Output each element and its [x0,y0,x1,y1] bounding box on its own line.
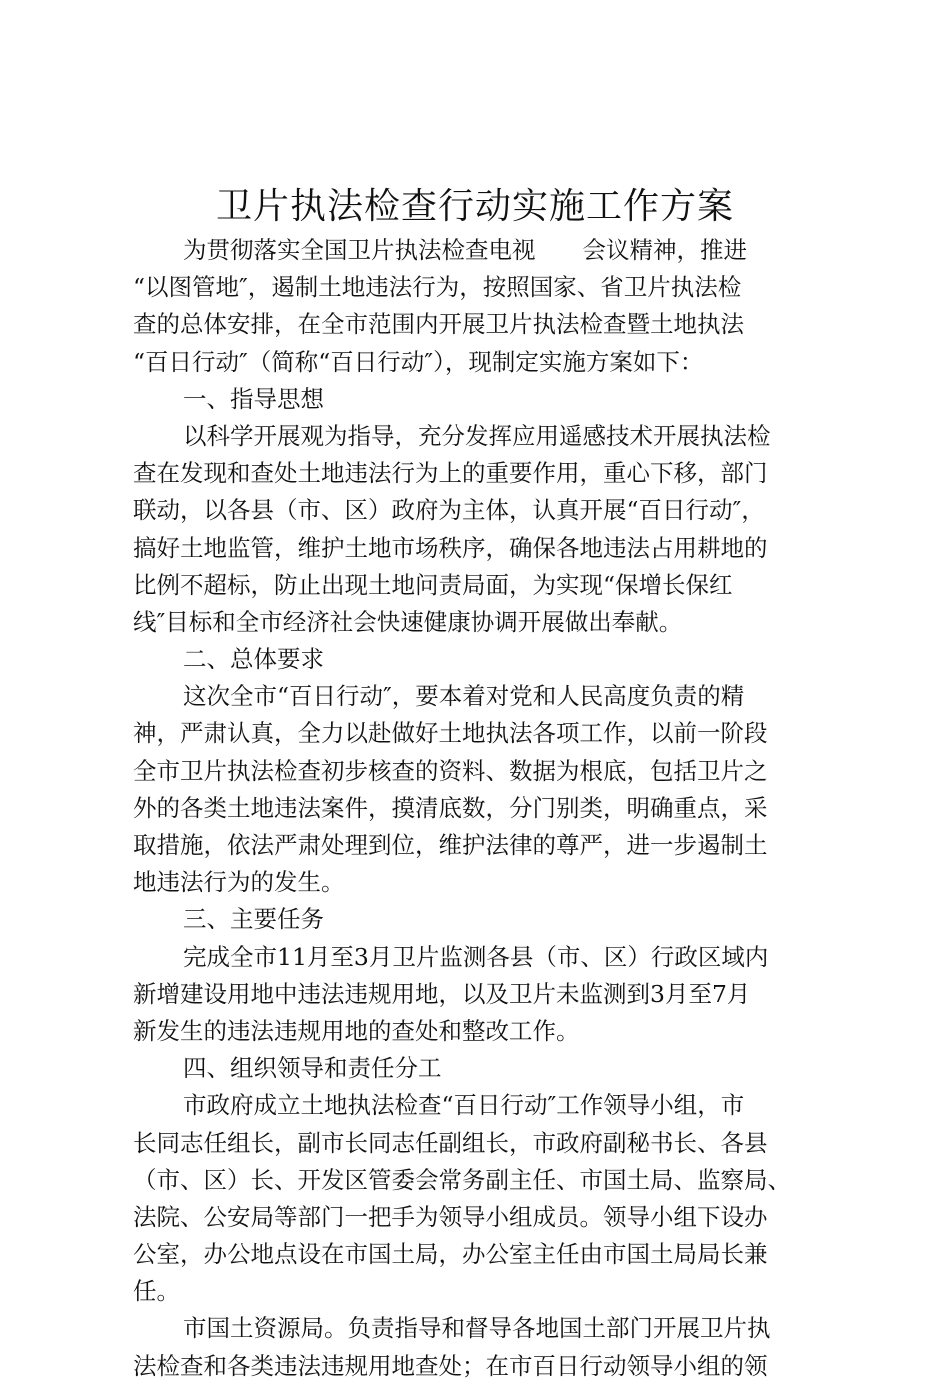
text-line: 地违法行为的发生。 [133,868,345,897]
text-line: 公室，办公地点设在市国土局，办公室主任由市国土局局长兼 [133,1240,768,1269]
text-line: “百日行动″（简称“百日行动″），现制定实施方案如下： [133,347,704,376]
text-line: 市政府成立土地执法检查“百日行动″工作领导小组，市 [183,1091,745,1120]
text-line: 以科学开展观为指导，充分发挥应用遥感技术开展执法检 [183,421,771,450]
text-line: 查的总体安排，在全市范围内开展卫片执法检查暨土地执法 [133,310,744,339]
text-line: 三、主要任务 [183,905,324,934]
text-line: 新增建设用地中违法违规用地，以及卫片未监测到3月至7月 [133,979,751,1008]
text-line: 这次全市“百日行动″，要本着对党和人民高度负责的精 [183,682,745,711]
text-line: 线″目标和全市经济社会快速健康协调开展做出奉献。 [133,607,683,636]
text-line: 法院、公安局等部门一把手为领导小组成员。领导小组下设办 [133,1202,768,1231]
text-line: 新发生的违法违规用地的查处和整改工作。 [133,1016,580,1045]
text-line: 市国土资源局。负责指导和督导各地国土部门开展卫片执 [183,1314,771,1343]
text-line: “以图管地″，遏制土地违法行为，按照国家、省卫片执法检 [133,273,742,302]
text-line: 完成全市11月至3月卫片监测各县（市、区）行政区域内 [183,942,769,971]
document-title: 卫片执法检查行动实施工作方案 [215,186,734,227]
text-line: （市、区）长、开发区管委会常务副主任、市国土局、监察局、 [133,1165,791,1194]
text-line: 取措施，依法严肃处理到位，维护法律的尊严，进一步遏制土 [133,831,768,859]
text-line: 法检查和各类违法违规用地查处；在市百日行动领导小组的领 [133,1351,768,1380]
text-line: 外的各类土地违法案件，摸清底数，分门别类，明确重点，采 [133,793,768,822]
text-line: 为贯彻落实全国卫片执法检查电视 会议精神，推进 [183,236,747,264]
text-line: 四、组织领导和责任分工 [183,1054,442,1083]
text-line: 神，严肃认真，全力以赴做好土地执法各项工作，以前一阶段 [133,719,768,748]
text-line: 查在发现和查处土地违法行为上的重要作用，重心下移，部门 [133,459,768,488]
text-line: 联动，以各县（市、区）政府为主体，认真开展“百日行动″， [133,496,765,525]
text-line: 任。 [133,1277,180,1306]
text-line: 比例不超标，防止出现土地问责局面，为实现“保增长保红 [133,570,733,599]
text-line: 搞好土地监管，维护土地市场秩序，确保各地违法占用耕地的 [133,533,768,562]
text-line: 一、指导思想 [183,384,324,413]
text-line: 二、总体要求 [183,645,324,674]
text-line: 长同志任组长，副市长同志任副组长，市政府副秘书长、各县 [133,1128,768,1157]
text-line: 全市卫片执法检查初步核查的资料、数据为根底，包括卫片之 [133,756,768,785]
document-body [133,232,833,1385]
